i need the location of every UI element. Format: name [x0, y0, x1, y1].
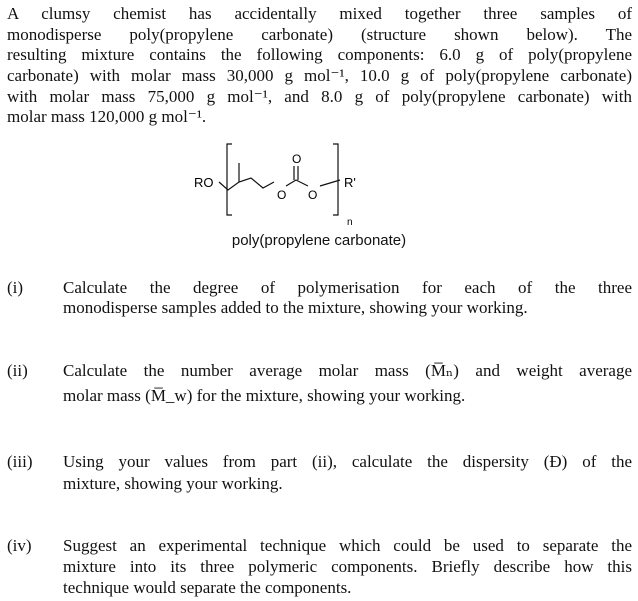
question-line: monodisperse samples added to the mixture, showing your working.: [63, 298, 528, 317]
ester-oxygen: O: [308, 188, 318, 202]
intro-line: A clumsy chemist has accidentally mixed together three samples of: [7, 4, 632, 23]
left-group: RO: [194, 175, 214, 190]
intro-line: with molar mass 75,000 g mol⁻¹, and 8.0 g of poly(propylene carbonate) with: [7, 87, 632, 106]
question-line: Calculate the number average molar mass (M̅ₙ) and weight average: [63, 361, 632, 380]
structure-caption: poly(propylene carbonate): [231, 232, 407, 249]
question-line: technique would separate the components.: [63, 578, 352, 597]
question-line: Suggest an experimental technique which could be used to separate the: [63, 536, 632, 555]
question-line: Using your values from part (ii), calculate the dispersity (Đ) of the: [63, 452, 632, 471]
question-label: (iv): [7, 536, 32, 555]
intro-line: monodisperse poly(propylene carbonate) (structure shown below). The: [7, 25, 632, 44]
intro-line: carbonate) with molar mass 30,000 g mol⁻¹, 10.0 g of poly(propylene carbonate): [7, 66, 632, 85]
question-label: (iii): [7, 452, 33, 471]
right-group: R': [344, 175, 356, 190]
carbonyl-oxygen: O: [292, 152, 302, 166]
ester-oxygen: O: [277, 188, 287, 202]
intro-line: molar mass 120,000 g mol⁻¹.: [7, 107, 207, 126]
intro-line: resulting mixture contains the following components: 6.0 g of poly(propylene: [7, 45, 632, 64]
question-line: Calculate the degree of polymerisation for each of the three: [63, 278, 632, 297]
question-line: mixture into its three polymeric components. Briefly describe how this: [63, 557, 632, 576]
question-label: (ii): [7, 361, 28, 380]
question-label: (i): [7, 278, 24, 297]
poly-propylene-carbonate-structure: [180, 130, 380, 230]
question-line: molar mass (M̅_w) for the mixture, showing your working.: [63, 386, 466, 405]
repeat-subscript: n: [347, 217, 353, 228]
question-line: mixture, showing your working.: [63, 474, 283, 493]
